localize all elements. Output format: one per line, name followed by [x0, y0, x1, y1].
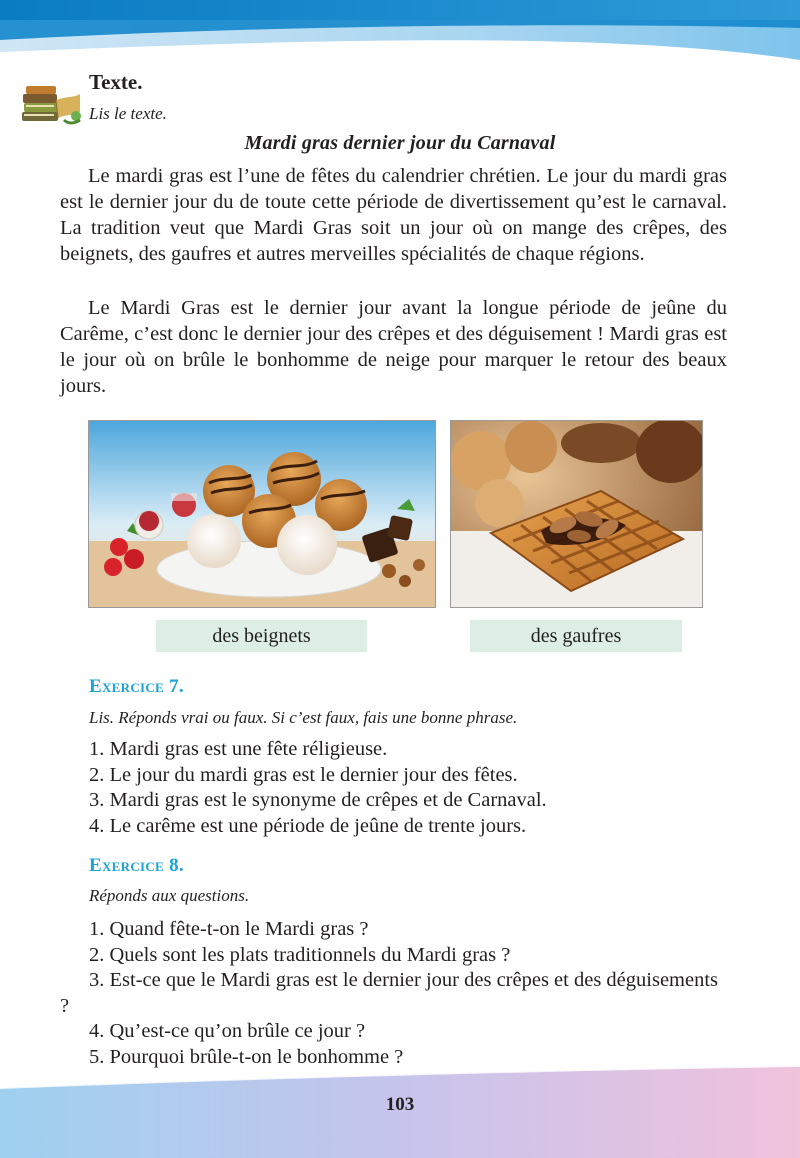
exercise-8-instruction: Réponds aux questions. [89, 886, 250, 905]
exercise-8-item: 4. Qu’est-ce qu’on brûle ce jour ? [89, 1020, 366, 1042]
exercise-8-item [60, 968, 727, 1019]
exercise-7-item: 2. Le jour du mardi gras est le dernier jour des fêtes. [89, 763, 518, 786]
gaufres-caption: des gaufres [470, 620, 682, 652]
beignets-photo [88, 420, 436, 608]
section-instruction: Lis le texte. [89, 104, 167, 123]
exercise-8-item-text: 3. Est-ce que le Mardi gras est le dernier jour des crêpes et des déguisements ? [60, 969, 719, 1017]
article-title: Mardi gras dernier jour du Carnaval [244, 132, 556, 154]
exercise-8-item: 2. Quels sont les plats traditionnels du Mardi gras ? [89, 943, 511, 966]
exercise-7-item: 1. Mardi gras est une fête réligieuse. [89, 738, 388, 760]
beignets-caption: des beignets [156, 620, 367, 652]
exercise-7-instruction: Lis. Réponds vrai ou faux. Si c’est faux, fais une bonne phrase. [89, 708, 518, 727]
exercise-7-list [89, 737, 547, 839]
exercise-8-list [60, 917, 727, 1070]
exercise-8-item: 5. Pourquoi brûle-t-on le bonhomme ? [89, 1045, 404, 1068]
exercise-8-title: Exercice 8. [89, 855, 184, 876]
exercise-7-item: 4. Le carême est une période de jeûne de trente jours. [89, 814, 527, 837]
section-title: Texte. [89, 70, 143, 94]
article-paragraph-1: Le mardi gras est l’une de fêtes du calendrier chrétien. Le jour du mardi gras est le dernier jour du de toute cette période de divertissement qu’est le carnaval. La tradition veut que Mardi Gras soit un jour où on mange des crêpes, des beignets, des gaufres et autres merveilles spécialités de chaque régions. [60, 165, 727, 265]
article-paragraph-2: Le Mardi Gras est le dernier jour avant la longue période de jeûne du Carême, c’est donc le dernier jour des crêpes et des déguisement ! Mardi gras est le jour où on brûle le bonhomme de neige pour marquer le retour des beaux jours. [60, 297, 727, 397]
exercise-7-item: 3. Mardi gras est le synonyme de crêpes et de Carnaval. [89, 789, 547, 811]
gaufres-photo [450, 420, 703, 608]
exercise-8-item: 1. Quand fête-t-on le Mardi gras ? [89, 918, 369, 940]
page-number: 103 [385, 1094, 415, 1115]
books-reading-icon [20, 76, 84, 128]
top-decorative-band [0, 0, 800, 80]
exercise-7-title: Exercice 7. [89, 676, 184, 697]
